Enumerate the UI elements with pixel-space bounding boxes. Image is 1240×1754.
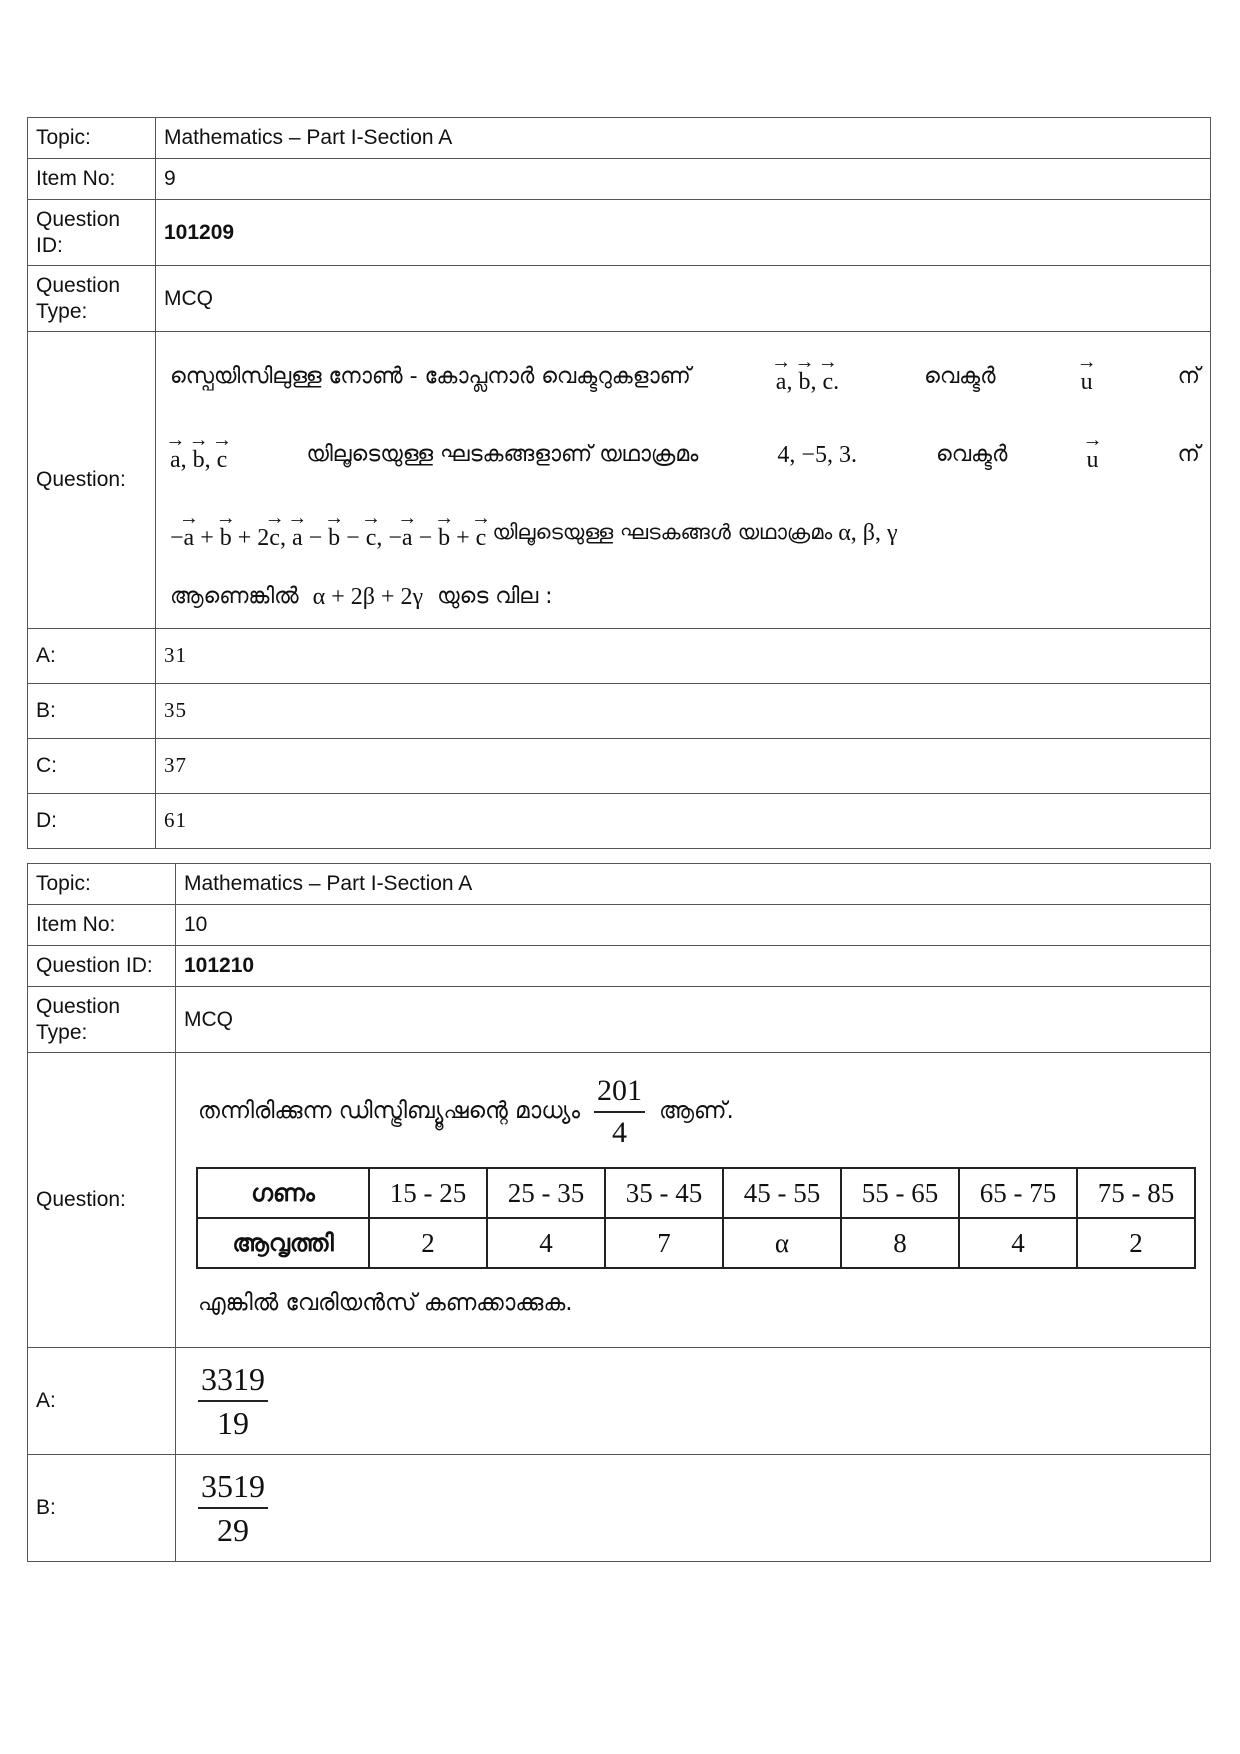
question-id-label: Question ID:	[28, 200, 156, 266]
vector-a: → a	[776, 358, 787, 397]
item-no-label: Item No:	[28, 905, 176, 946]
option-c[interactable]: 37	[156, 739, 1211, 794]
option-d-label: D:	[28, 794, 156, 849]
option-b-label: B:	[28, 1455, 176, 1562]
class-cell: 65 - 75	[959, 1168, 1077, 1218]
class-cell: 15 - 25	[369, 1168, 487, 1218]
class-header: ഗണം	[197, 1168, 369, 1218]
topic-value: Mathematics – Part I-Section A	[156, 118, 1211, 159]
question-text: ആണെങ്കിൽ	[170, 583, 299, 609]
vector-word: വെക്ടർ	[936, 441, 1008, 467]
question-text: ആണ്.	[658, 1098, 734, 1125]
frequency-row	[197, 1218, 1195, 1268]
vector-u: → u	[1081, 358, 1093, 397]
frequency-cell: 8	[841, 1218, 959, 1268]
question-body	[176, 1053, 1211, 1348]
frequency-cell: 2	[1077, 1218, 1195, 1268]
mean-numerator: 201	[594, 1073, 645, 1113]
question-label: Question:	[28, 1053, 176, 1348]
frequency-cell: α	[723, 1218, 841, 1268]
question-line-3	[166, 494, 1200, 572]
question-id-label: Question ID:	[28, 946, 176, 987]
item-no-label: Item No:	[28, 159, 156, 200]
class-row	[197, 1168, 1195, 1218]
topic-label: Topic:	[28, 864, 176, 905]
option-a-label: A:	[28, 629, 156, 684]
option-a-fraction: $\frac{3319}{19}$	[198, 1360, 268, 1443]
question-card-item-10	[27, 863, 1211, 1562]
vector-c: → c	[822, 358, 833, 397]
vector-expression-1: −→ a + → b + 2→ c,	[170, 514, 286, 553]
option-b[interactable]: 35	[156, 684, 1211, 739]
vector-list: → a, → b, → c	[170, 436, 227, 475]
option-c-label: C:	[28, 739, 156, 794]
question-text: യിലൂടെയുള്ള ഘടകങ്ങളാണ് യഥാക്രമം	[306, 441, 699, 467]
class-cell: 25 - 35	[487, 1168, 605, 1218]
vector-word: വെക്ടർ	[924, 363, 996, 389]
class-cell: 75 - 85	[1077, 1168, 1195, 1218]
question-type-label: Question Type:	[28, 266, 156, 332]
class-cell: 55 - 65	[841, 1168, 959, 1218]
option-a-label: A:	[28, 1348, 176, 1455]
frequency-cell: 4	[487, 1218, 605, 1268]
greek-symbols: α, β, γ	[838, 519, 898, 546]
frequency-table	[196, 1167, 1196, 1269]
question-outro	[184, 1279, 1202, 1329]
frequency-cell: 4	[959, 1218, 1077, 1268]
question-text: എങ്കിൽ വേരിയൻസ് കണക്കാക്കുക.	[198, 1290, 573, 1317]
target-expression: α + 2β + 2γ	[312, 583, 424, 610]
question-type-value: MCQ	[176, 987, 1211, 1053]
class-cell: 45 - 55	[723, 1168, 841, 1218]
question-type-value: MCQ	[156, 266, 1211, 332]
component-values: 4, −5, 3.	[777, 441, 857, 468]
option-b-label: B:	[28, 684, 156, 739]
class-cell: 35 - 45	[605, 1168, 723, 1218]
question-line-2	[166, 416, 1200, 494]
frequency-cell: 2	[369, 1218, 487, 1268]
question-card-item-9	[27, 117, 1211, 849]
question-id-value: 101210	[176, 946, 1211, 987]
option-a[interactable]: 31	[156, 629, 1211, 684]
mean-denominator: 4	[611, 1116, 627, 1149]
question-type-label: Question Type:	[28, 987, 176, 1053]
frequency-header: ആവൃത്തി	[197, 1218, 369, 1268]
option-a[interactable]	[176, 1348, 1211, 1455]
question-label: Question:	[28, 332, 156, 629]
vector-expression-2: → a − → b − → c,	[292, 514, 382, 553]
mean-fraction	[594, 1073, 645, 1151]
question-intro	[184, 1071, 1202, 1153]
question-body	[156, 332, 1211, 629]
item-no-value: 9	[156, 159, 1211, 200]
vector-list: → a, → b, → c.	[776, 358, 839, 397]
question-line-1	[166, 338, 1200, 416]
vector-expression-3: −→ a − → b + → c	[388, 514, 486, 553]
topic-value: Mathematics – Part I-Section A	[176, 864, 1211, 905]
topic-label: Topic:	[28, 118, 156, 159]
option-b-fraction: $\frac{3519}{29}$	[198, 1467, 268, 1550]
suffix: ന്	[1177, 363, 1200, 389]
item-no-value: 10	[176, 905, 1211, 946]
question-text: സ്പെയിസിലുള്ള നോൺ - കോപ്ലനാർ വെക്ടറുകളാണ്	[170, 363, 691, 389]
question-text: തന്നിരിക്കുന്ന ഡിസ്ട്രിബ്യൂഷന്റെ മാധ്യം	[198, 1098, 580, 1125]
question-text: യുടെ വില :	[437, 583, 553, 609]
question-line-4	[166, 572, 1200, 622]
frequency-cell: 7	[605, 1218, 723, 1268]
question-text: യിലൂടെയുള്ള ഘടകങ്ങൾ യഥാക്രമം	[492, 520, 833, 545]
vector-u: → u	[1086, 436, 1098, 475]
suffix: ന്	[1177, 441, 1200, 467]
vector-b: → b	[798, 358, 810, 397]
option-b[interactable]	[176, 1455, 1211, 1562]
option-d[interactable]: 61	[156, 794, 1211, 849]
question-id-value: 101209	[156, 200, 1211, 266]
